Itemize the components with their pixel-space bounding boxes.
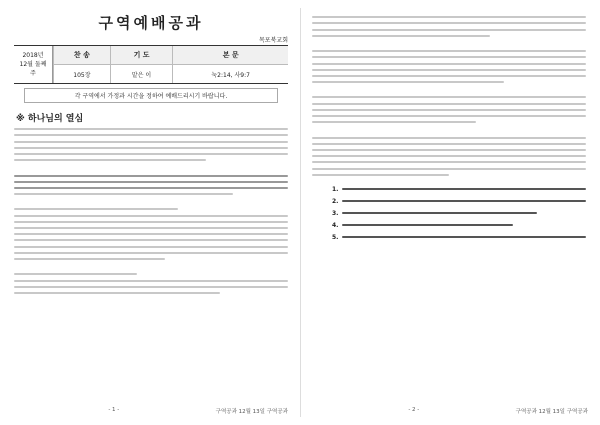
list-item: 3. <box>332 210 586 217</box>
list-item: 5. <box>332 234 586 241</box>
list-item: 2. <box>332 198 586 205</box>
document-title: 구역예배공과 <box>98 14 204 32</box>
body-text-right <box>312 16 586 176</box>
order-table <box>53 46 288 83</box>
footer-left <box>12 407 288 415</box>
footer-right <box>312 407 588 415</box>
body-text-left <box>14 128 288 294</box>
date-box <box>14 46 53 83</box>
notice-box: 각 구역에서 가정과 시간을 정하여 예배드리시기 바랍니다. <box>24 88 278 103</box>
date-year: 2018년 <box>22 52 44 59</box>
list-item: 1. <box>332 186 586 193</box>
page-number-left: - 1 - <box>108 407 120 413</box>
footer-text-right: 구역공과 12월 13일 구역공과 <box>515 409 588 415</box>
label-scripture: 본 문 <box>173 46 288 65</box>
list-item: 4. <box>332 222 586 229</box>
worship-header <box>14 45 288 84</box>
page-right <box>300 0 600 425</box>
value-scripture: 눅2:14, 사9:7 <box>173 65 288 84</box>
church-name: 목포북교회 <box>259 37 288 44</box>
section-title-text: 하나님의 열심 <box>27 114 84 124</box>
date-week: 12월 둘째 주 <box>19 61 47 77</box>
summary-list <box>332 186 586 241</box>
label-prayer: 기 도 <box>110 46 173 65</box>
section-title: ※ 하나님의 열심 <box>16 114 84 124</box>
value-hymn: 105장 <box>54 65 111 84</box>
footer-text-left: 구역공과 12월 13일 구역공과 <box>215 409 288 415</box>
label-hymn: 찬 송 <box>54 46 111 65</box>
page-number-right: - 2 - <box>408 407 420 413</box>
value-prayer: 맡은 이 <box>110 65 173 84</box>
